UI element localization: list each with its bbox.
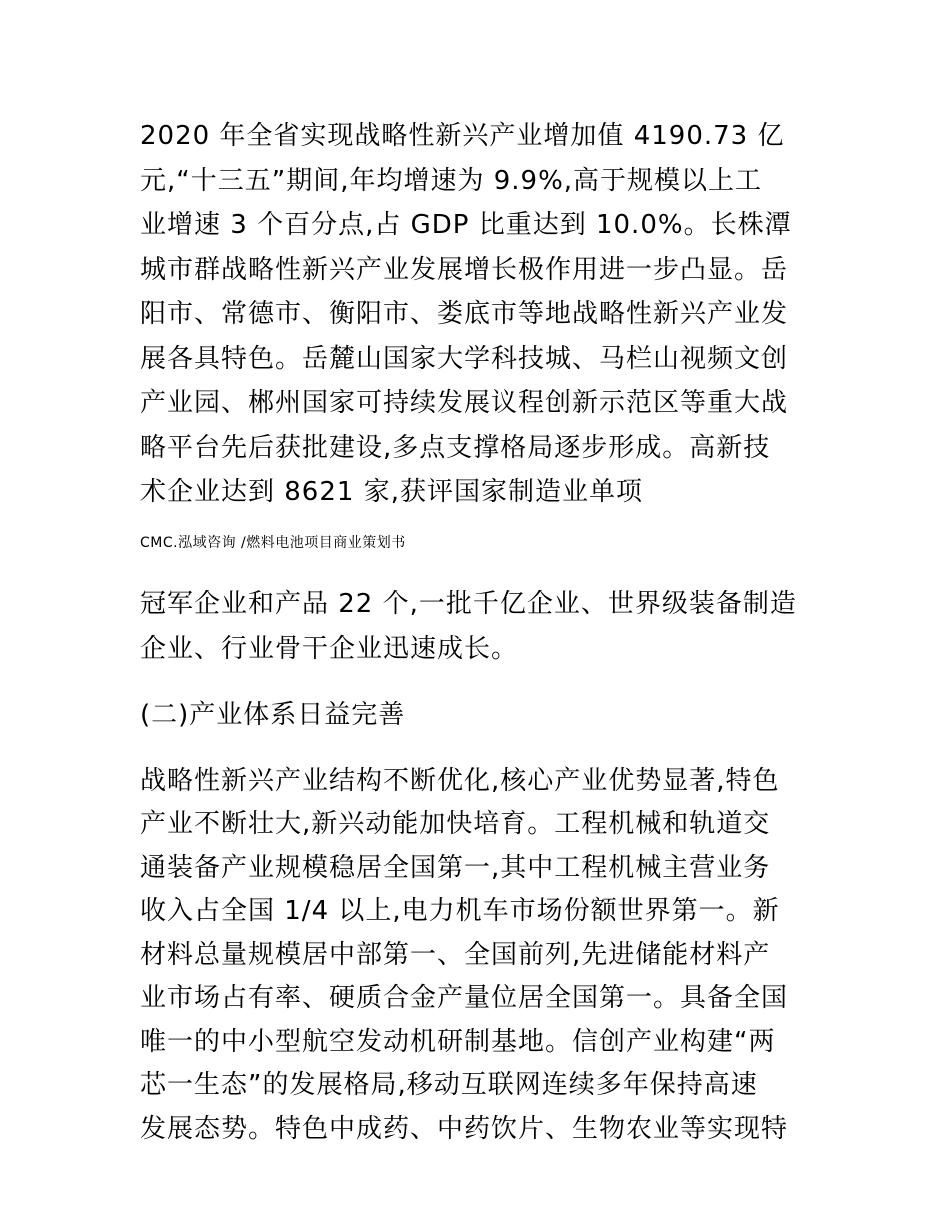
text-line: 元,“十三五”期间,年均增速为 9.9%,高于规模以上工 [140, 165, 763, 196]
text-line: 冠军企业和产品 22 个,一批千亿企业、世界级装备制造 [140, 589, 797, 619]
text-line: 2020 年全省实现战略性新兴产业增加值 4190.73 亿 [140, 121, 785, 151]
paragraph-champion-enterprises [140, 586, 812, 667]
text-line: 通装备产业规模稳居全国第一,其中工程机械主营业务 [140, 852, 771, 883]
text-line: 收入占全国 1/4 以上,电力机车市场份额世界第一。新 [140, 896, 780, 926]
text-line: 业市场占有率、硬质合金产量位居全国第一。具备全国 [140, 983, 789, 1013]
text-line: 城市群战略性新兴产业发展增长极作用进一步凸显。岳 [140, 254, 789, 285]
document-page [140, 118, 812, 1154]
text-line: 发展态势。特色中成药、中药饮片、生物农业等实现特 [140, 1113, 789, 1144]
text-line: 唯一的中小型航空发动机研制基地。信创产业构建“两 [140, 1026, 776, 1057]
text-line: 企业、行业骨干企业迅速成长。 [140, 633, 519, 664]
paragraph-industry-system [140, 763, 812, 1147]
text-line: 略平台先后获批建设,多点支撑格局逐步形成。高新技 [140, 432, 771, 463]
text-line: 术企业达到 8621 家,获评国家制造业单项 [140, 477, 643, 507]
running-header: CMC.泓域咨询 /燃料电池项目商业策划书 [140, 535, 406, 551]
text-line: 展各具特色。岳麓山国家大学科技城、马栏山视频文创 [140, 343, 789, 374]
text-line: 材料总量规模居中部第一、全国前列,先进储能材料产 [140, 939, 771, 970]
paragraph-gdp-summary [140, 118, 812, 510]
text-line: 业增速 3 个百分点,占 GDP 比重达到 10.0%。长株潭 [140, 210, 792, 240]
text-line: 阳市、常德市、衡阳市、娄底市等地战略性新兴产业发 [140, 299, 789, 329]
text-line: 产业园、郴州国家可持续发展议程创新示范区等重大战 [140, 388, 789, 418]
text-line: 芯一生态”的发展格局,移动互联网连续多年保持高速 [140, 1070, 758, 1100]
text-line: 战略性新兴产业结构不断优化,核心产业优势显著,特色 [140, 765, 780, 796]
section-heading: (二)产业体系日益完善 [140, 699, 406, 730]
text-line: 产业不断壮大,新兴动能加快培育。工程机械和轨道交 [140, 809, 771, 839]
